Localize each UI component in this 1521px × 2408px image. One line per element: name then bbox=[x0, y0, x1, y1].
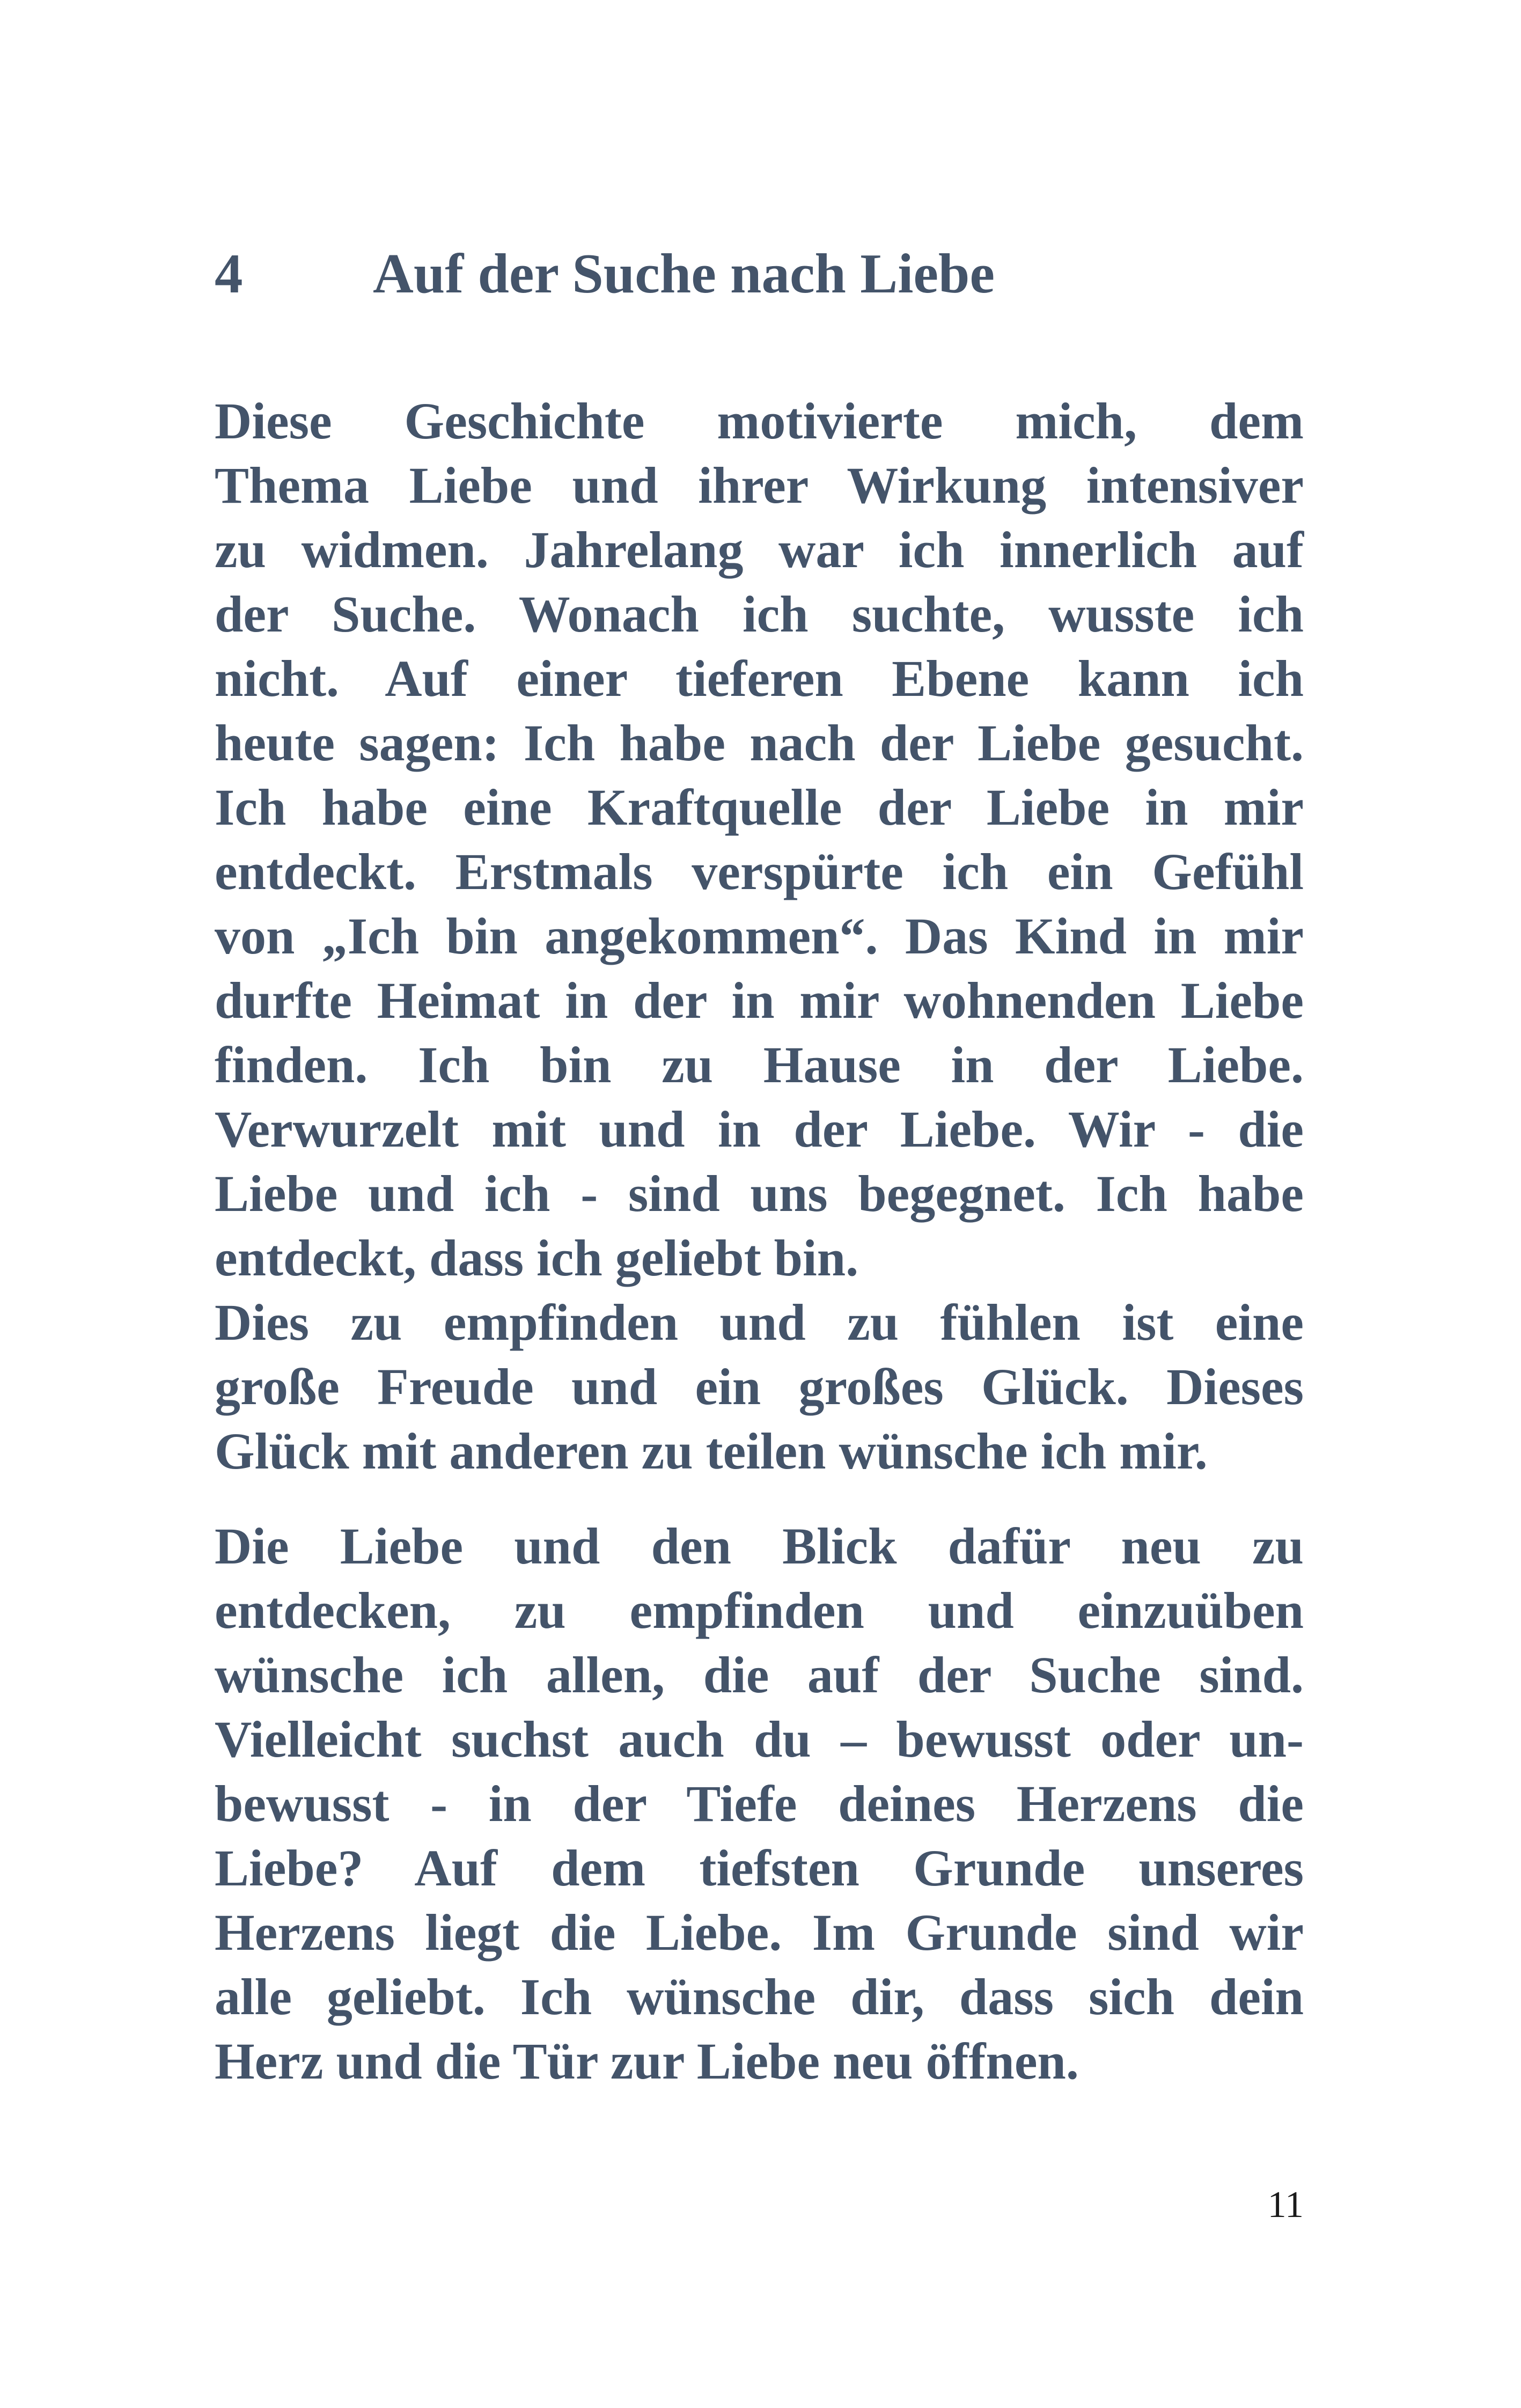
paragraph-line: bewusst - in der Tiefe deines Herzens die bbox=[215, 1775, 1304, 1832]
paragraph-line: alle geliebt. Ich wünsche dir, dass sich dein bbox=[215, 1968, 1304, 2025]
paragraph-line: Liebe? Auf dem tiefsten Grunde unseres bbox=[215, 1839, 1304, 1897]
paragraph-line: Herzens liegt die Liebe. Im Grunde sind wir bbox=[215, 1904, 1304, 1961]
paragraph-line: Herz und die Tür zur Liebe neu öffnen. bbox=[215, 2032, 1079, 2090]
paragraph-line: entdecken, zu empfinden und einzuüben bbox=[215, 1582, 1304, 1639]
paragraph-3 bbox=[215, 1514, 1304, 2094]
paragraph-line: durfte Heimat in der in mir wohnenden Liebe bbox=[215, 972, 1304, 1029]
paragraph-line: wünsche ich allen, die auf der Suche sind. bbox=[215, 1646, 1304, 1704]
paragraph-line: heute sagen: Ich habe nach der Liebe gesucht. bbox=[215, 714, 1304, 772]
paragraph-line: Vielleicht suchst auch du – bewusst oder un- bbox=[215, 1710, 1304, 1768]
chapter-heading bbox=[215, 231, 1304, 317]
paragraph-line: entdeckt, dass ich geliebt bin. bbox=[215, 1229, 859, 1287]
paragraph-line: der Suche. Wonach ich suchte, wusste ich bbox=[215, 585, 1304, 643]
paragraph-1 bbox=[215, 389, 1304, 1290]
chapter-title: Auf der Suche nach Liebe bbox=[373, 242, 995, 305]
paragraph-line: Die Liebe und den Blick dafür neu zu bbox=[215, 1517, 1304, 1575]
paragraph-line: von „Ich bin angekommen“. Das Kind in mir bbox=[215, 907, 1304, 965]
paragraph-line: Dies zu empfinden und zu fühlen ist eine bbox=[215, 1294, 1304, 1351]
paragraph-line: Verwurzelt mit und in der Liebe. Wir - die bbox=[215, 1100, 1304, 1158]
paragraph-line: nicht. Auf einer tieferen Ebene kann ich bbox=[215, 650, 1304, 707]
paragraph-2 bbox=[215, 1290, 1304, 1484]
page-number: 11 bbox=[1267, 2184, 1304, 2226]
paragraph-line: zu widmen. Jahrelang war ich innerlich auf bbox=[215, 521, 1304, 578]
paragraph-line: entdeckt. Erstmals verspürte ich ein Gefühl bbox=[215, 843, 1304, 900]
paragraph-line: Diese Geschichte motivierte mich, dem bbox=[215, 392, 1304, 450]
paragraph-line: Liebe und ich - sind uns begegnet. Ich habe bbox=[215, 1165, 1304, 1222]
chapter-number: 4 bbox=[215, 242, 243, 305]
paragraph-line: Thema Liebe und ihrer Wirkung intensiver bbox=[215, 457, 1304, 514]
paragraph-line: Ich habe eine Kraftquelle der Liebe in mir bbox=[215, 779, 1304, 836]
paragraph-line: große Freude und ein großes Glück. Dieses bbox=[215, 1358, 1304, 1415]
paragraph-line: finden. Ich bin zu Hause in der Liebe. bbox=[215, 1036, 1304, 1093]
paragraph-line: Glück mit anderen zu teilen wünsche ich mir. bbox=[215, 1422, 1208, 1480]
